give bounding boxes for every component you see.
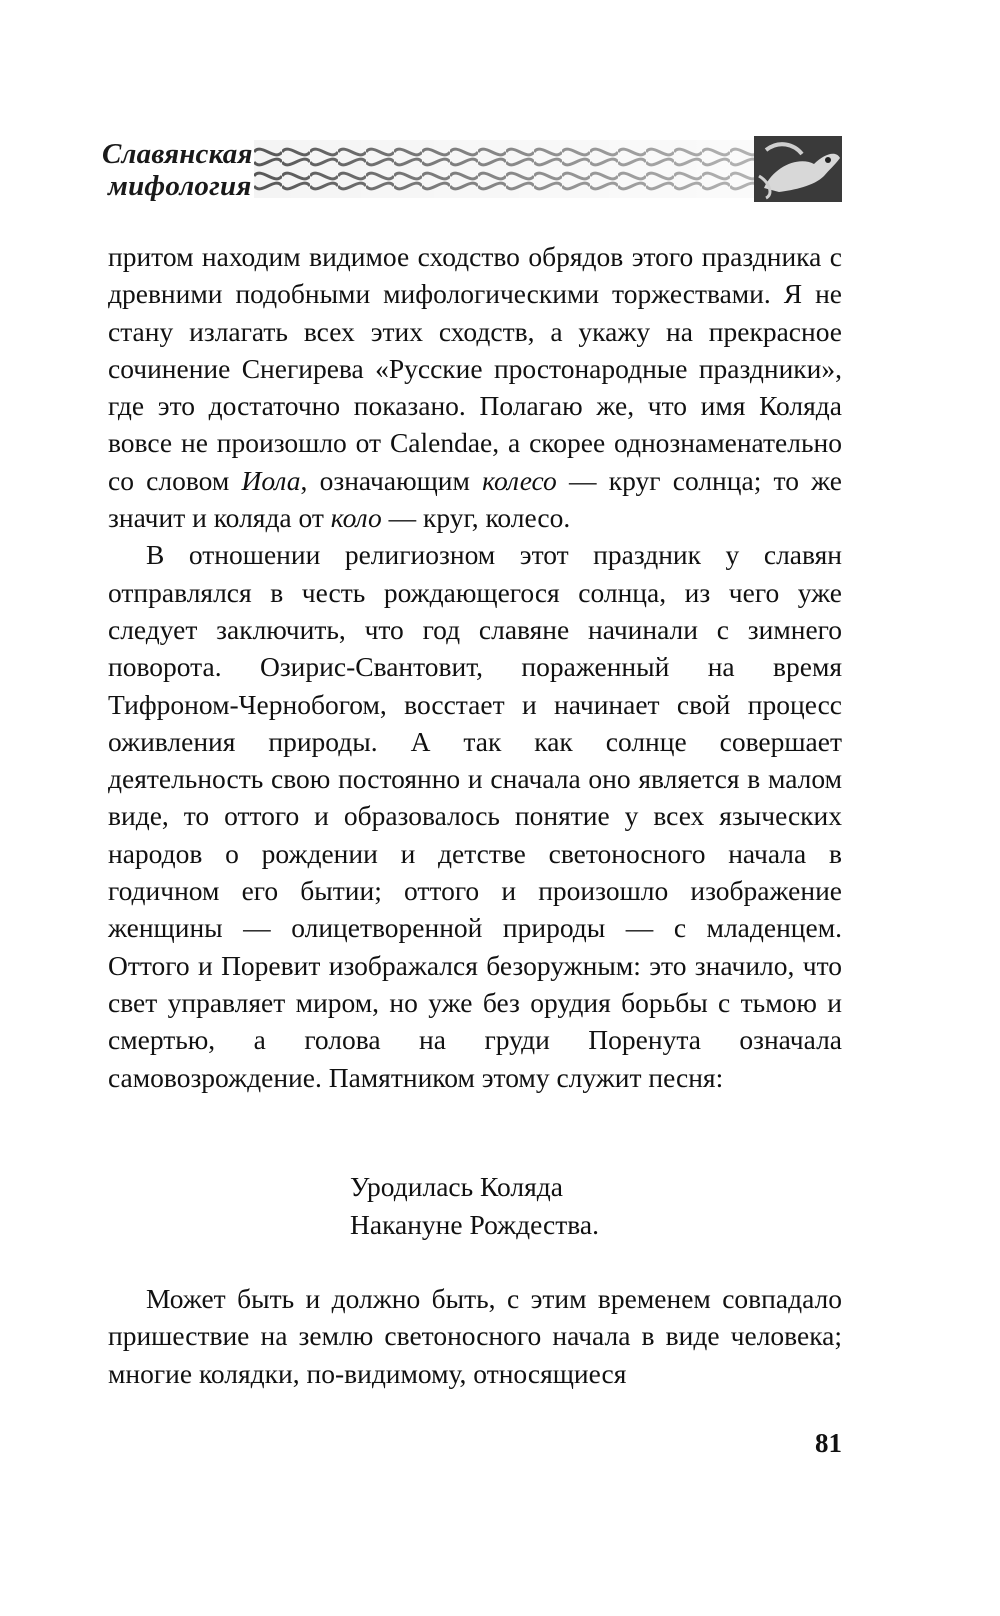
beast-figure-icon bbox=[754, 136, 842, 202]
verse-line-2: Накануне Рождества. bbox=[350, 1209, 599, 1240]
paragraph-1-text-mid2: — круг солнца; то же значит и коляда от bbox=[108, 464, 843, 534]
verse-line-1: Уродилась Коляда bbox=[350, 1171, 563, 1202]
running-header bbox=[102, 136, 842, 206]
paragraph-1 bbox=[108, 238, 842, 536]
header-title bbox=[102, 138, 253, 202]
paragraph-1-text-mid: , означающим bbox=[300, 464, 483, 496]
page-number: 81 bbox=[815, 1428, 842, 1458]
paragraph-1-text-end: — круг, колесо. bbox=[381, 502, 571, 534]
braided-ornament-band-icon bbox=[254, 136, 842, 202]
paragraph-1-emphasis-kolo: коло bbox=[330, 502, 382, 534]
paragraph-3: Может быть и должно быть, с этим временем совпадало пришествие на землю светоносного начала в виде человека; многие колядки, по-видимому, относящиеся bbox=[108, 1283, 842, 1389]
continued-text bbox=[108, 1280, 842, 1392]
main-text bbox=[108, 238, 842, 1096]
header-title-line2: мифология bbox=[108, 170, 252, 202]
paragraph-1-emphasis-koleso: колесо bbox=[482, 464, 557, 496]
paragraph-1-text: притом находим видимое сходство обрядов этого праздника с древними подобными мифологическими торжествами. Я не стану излагать всех этих сходств, а укажу на прекрасное сочинение Снегирева «Русские простонародные праздники», где это достаточно показано. Полагаю же, что имя Коляда вовсе не произошло от Calendae, а скорее однознаменательно со словом bbox=[108, 241, 842, 496]
header-title-line1: Славянская bbox=[102, 138, 253, 170]
verse bbox=[350, 1168, 599, 1244]
paragraph-1-emphasis-iola: Иола bbox=[241, 464, 301, 496]
paragraph-2: В отношении религиозном этот праздник у славян отправлялся в честь рождающегося солнца, из чего уже следует заключить, что год славяне начинали с зимнего поворота. Озирис-Свантовит, пораженный на время Тифроном-Чернобогом, восстает и начинает свой процесс оживления природы. А так как солнце совершает деятельность свою постоянно и сначала оно является в малом виде, то оттого и образовалось понятие у всех языческих народов о рождении и детстве светоносного начала в годичном его бытии; оттого и произошло изображение женщины — олицетворенной природы — с младенцем. Оттого и Поревит изображался безоружным: это значило, что свет управляет миром, но уже без орудия борьбы с тьмою и смертью, а голова на груди Поренута означала самовозрождение. Памятником этому служит песня: bbox=[108, 539, 842, 1093]
